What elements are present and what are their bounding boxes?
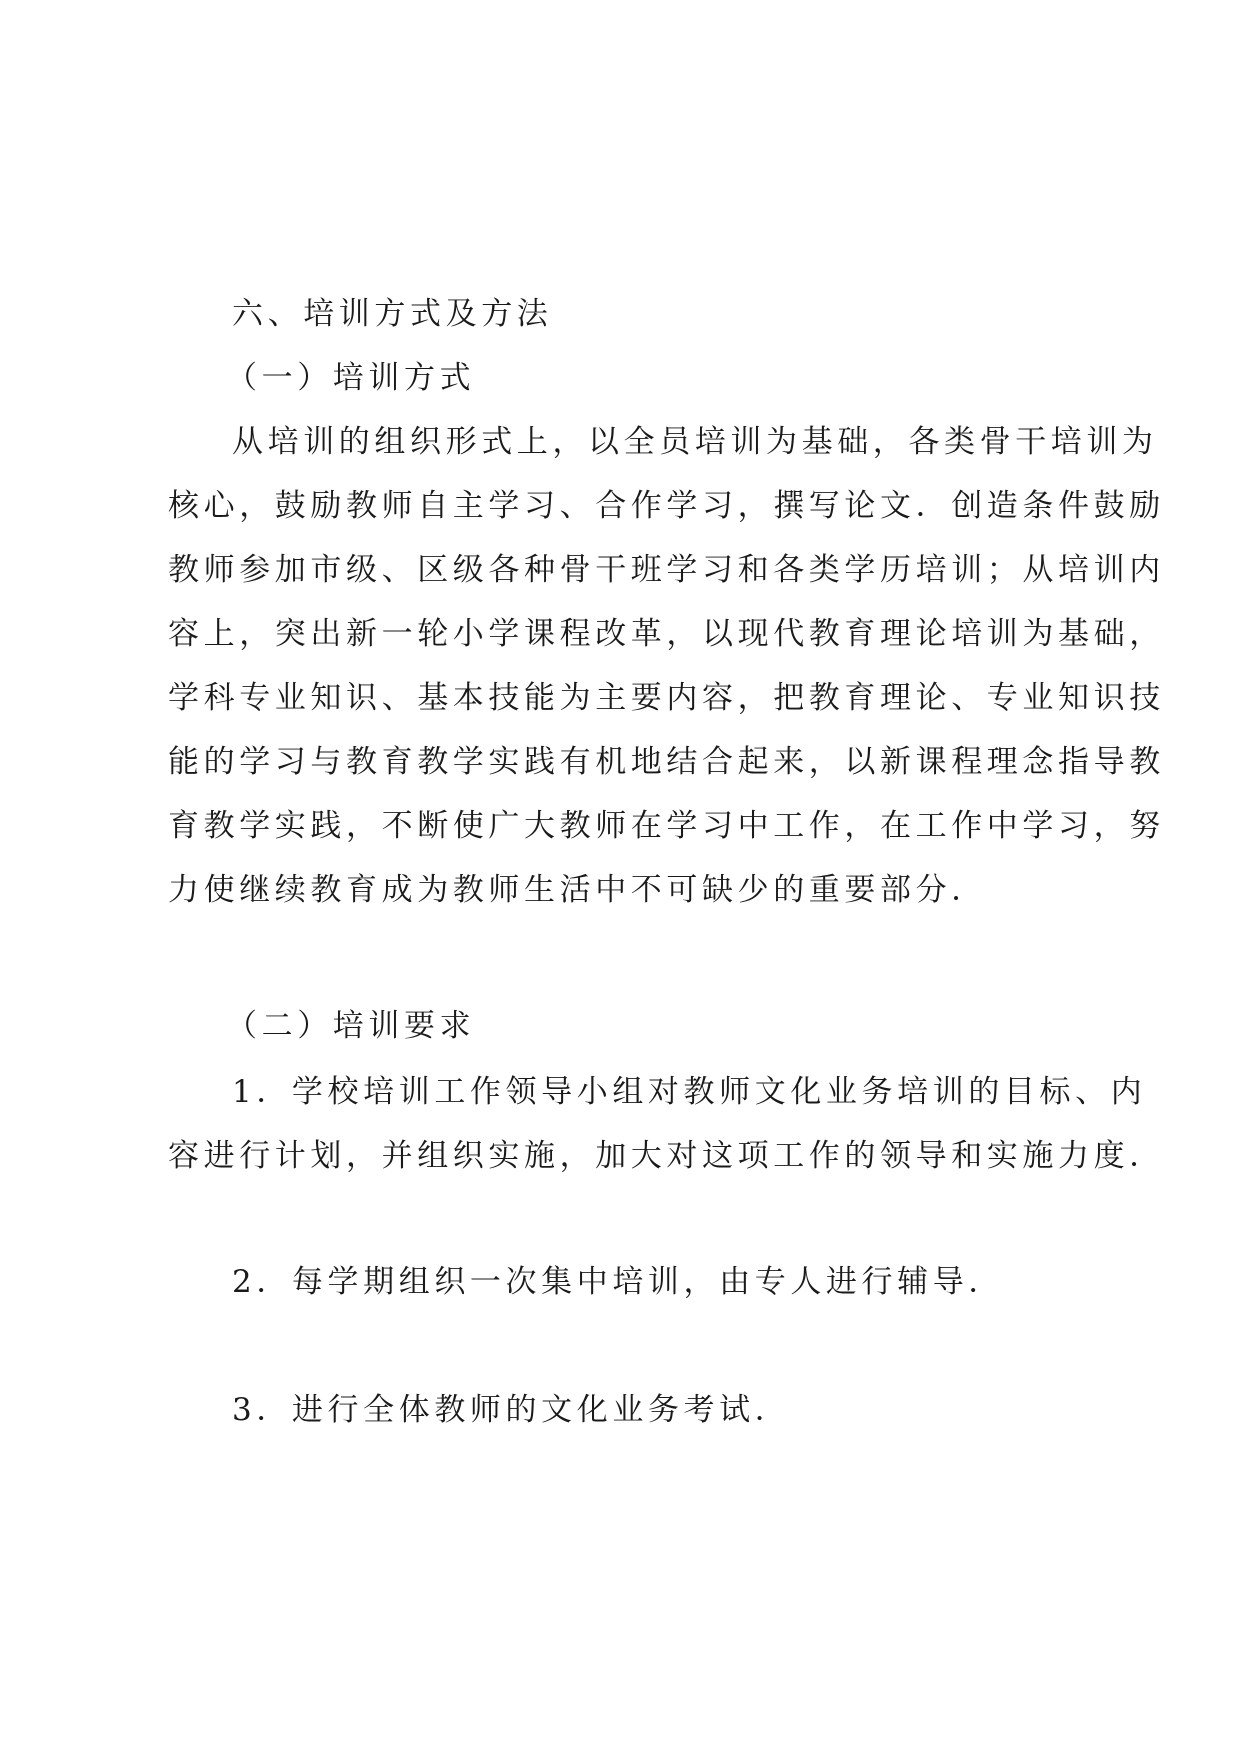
section-heading: 六、培训方式及方法	[232, 296, 553, 332]
requirement-line: 1．学校培训工作领导小组对教师文化业务培训的目标、内	[232, 1074, 1147, 1110]
paragraph-line: 容上，突出新一轮小学课程改革，以现代教育理论培训为基础，	[168, 616, 1165, 652]
subsection-title-training-requirements: （二）培训要求	[226, 1008, 476, 1044]
requirement-line: 容进行计划，并组织实施，加大对这项工作的领导和实施力度．	[168, 1138, 1165, 1174]
subsection-title-training-methods: （一）培训方式	[226, 360, 476, 396]
paragraph-line: 核心，鼓励教师自主学习、合作学习，撰写论文．创造条件鼓励	[168, 488, 1165, 524]
paragraph-line: 育教学实践，不断使广大教师在学习中工作，在工作中学习，努	[168, 808, 1165, 844]
paragraph-line: 从培训的组织形式上，以全员培训为基础，各类骨干培训为	[232, 424, 1158, 460]
paragraph-line: 力使继续教育成为教师生活中不可缺少的重要部分．	[168, 872, 987, 908]
paragraph-line: 学科专业知识、基本技能为主要内容，把教育理论、专业知识技	[168, 680, 1165, 716]
paragraph-line: 教师参加市级、区级各种骨干班学习和各类学历培训；从培训内	[168, 552, 1165, 588]
requirement-line: 3．进行全体教师的文化业务考试．	[232, 1392, 791, 1428]
paragraph-line: 能的学习与教育教学实践有机地结合起来，以新课程理念指导教	[168, 744, 1165, 780]
requirement-line: 2．每学期组织一次集中培训，由专人进行辅导．	[232, 1264, 1004, 1300]
